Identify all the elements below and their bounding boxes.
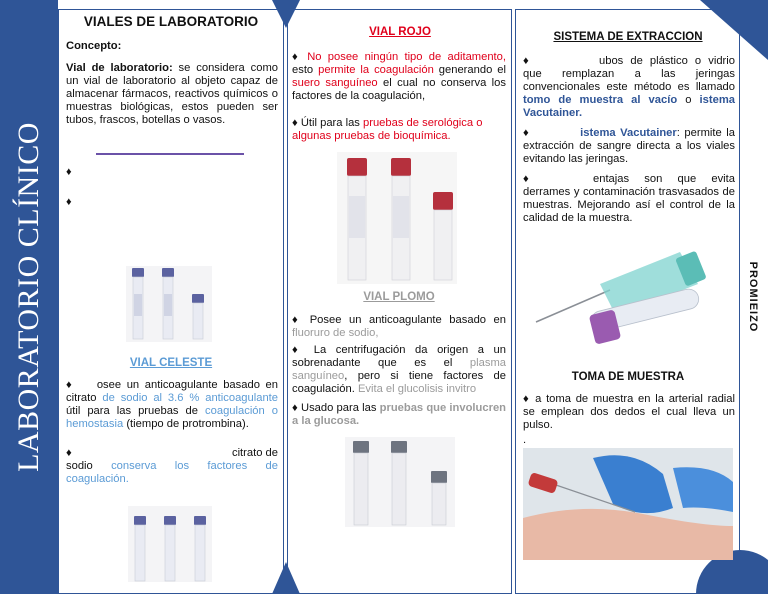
vial-plomo-image — [345, 437, 455, 527]
bottom-triangle — [272, 562, 300, 594]
text-span: (tiempo de protrombina). — [123, 418, 249, 430]
text-span: sodio — [66, 460, 112, 472]
tube — [132, 268, 144, 339]
text-span: plasma sanguíneo — [292, 357, 506, 382]
text-span: Útil para las — [300, 117, 364, 129]
vacutainer-image — [530, 244, 730, 352]
bullet-icon: ♦ — [66, 379, 75, 391]
bullet-icon: ♦ — [292, 314, 303, 326]
bullet-icon: ♦ — [523, 127, 531, 139]
definition-term: Vial de laboratorio: — [66, 62, 173, 74]
bullet-icon: ♦ — [292, 402, 298, 414]
text-span: pruebas de serológica o algunas pruebas de bioquímica. — [292, 117, 483, 142]
tube — [353, 441, 369, 525]
sidebar-title: LABORATORIO CLÍNICO — [12, 122, 45, 472]
vertical-label: PROMIEIZO — [747, 261, 759, 333]
text-span: La centrifugación da origen a un sobrenadante que es el — [292, 344, 506, 369]
text-span: conserva los factores de coagulación. — [66, 460, 278, 485]
rojo-paragraph-1 — [292, 51, 506, 103]
bullet-icon: ♦ — [523, 393, 531, 405]
bullet-icon: ♦ — [292, 51, 301, 63]
toma-muestra-title: TOMA DE MUESTRA — [571, 371, 685, 383]
text-span: suero sanguíneo — [292, 77, 378, 89]
text-span: el cual no conserva los factores de la coagulación, — [292, 77, 506, 102]
rojo-paragraph-2 — [292, 117, 506, 143]
vial-plomo-title: VIAL PLOMO — [363, 291, 435, 303]
text-span: o — [677, 94, 700, 106]
viales-title: VIALES DE LABORATORIO — [83, 14, 259, 29]
text-span: útil para las pruebas de — [66, 405, 206, 417]
text-span: coagulación o hemostasia — [66, 405, 278, 430]
vial-celeste-image — [126, 266, 212, 342]
vial-celeste-image-2 — [128, 506, 212, 582]
text-span: osee un anticoagulante basado en citrato — [66, 379, 278, 404]
text-span: istema Vacutainer. — [523, 94, 735, 119]
text-span: de sodio al 3.6 % anticoagulante — [102, 392, 278, 404]
divider-line — [96, 153, 244, 155]
celeste-paragraph-1 — [66, 379, 278, 431]
toma-dot: . — [523, 434, 527, 446]
text-span: generando el — [433, 64, 506, 76]
celeste-p2-a: citrato de — [231, 447, 278, 459]
bullet-icon: ♦ — [66, 166, 72, 178]
tube — [347, 158, 367, 280]
plomo-paragraph-3 — [292, 402, 506, 428]
plomo-paragraph-2 — [292, 344, 506, 396]
bullet-icon: ♦ — [292, 117, 298, 129]
bullet-icon: ♦ — [66, 447, 72, 459]
bullet-icon: ♦ — [523, 173, 529, 185]
bullet-icon: ♦ — [523, 55, 529, 67]
tube — [433, 192, 453, 280]
extraccion-paragraph-2 — [523, 127, 735, 166]
vial-definition — [66, 62, 278, 127]
vial-celeste-title: VIAL CELESTE — [129, 357, 213, 369]
bullet-icon: ♦ — [292, 344, 305, 356]
text-span: permite la coagulación — [318, 64, 434, 76]
tube — [192, 294, 204, 339]
plomo-paragraph-1 — [292, 314, 506, 340]
bullet-icon: ♦ — [66, 196, 72, 208]
blood-draw-photo — [523, 448, 733, 560]
celeste-paragraph-2 — [66, 460, 278, 486]
vial-rojo-image — [337, 152, 457, 284]
tube — [391, 158, 411, 280]
toma-muestra-text — [523, 393, 735, 432]
concept-label: Concepto: — [66, 40, 122, 52]
definition-text: se considera como un vial de laboratorio al objeto capaz de almacenar fármacos, reactivos químicos o muestras biológicas, estos pueden ser tubos, frascos, botellas o vasos. — [66, 62, 278, 126]
extraccion-paragraph-3: entajas son que evita derrames y contaminación trasvasados de muestras. Mejorando así el control de la calidad de la muestra. — [523, 173, 735, 224]
tube — [431, 471, 447, 525]
text-span: istema Vacutainer — [580, 127, 677, 139]
vial-rojo-title: VIAL ROJO — [369, 26, 431, 38]
corner-top-right — [700, 0, 768, 60]
text-span: , pero si tiene factores de coagulación. — [292, 370, 506, 395]
text-span: a toma de muestra en la arterial radial se emplean dos dedos el cual lleva un pulso. — [523, 393, 735, 431]
text-span: Usado para las — [301, 402, 380, 414]
text-span: fluoruro de sodio, — [292, 327, 379, 339]
text-span: esto — [292, 64, 319, 76]
text-span: Posee un anticoagulante basado en — [309, 314, 507, 326]
text-span: No posee ningún tipo de aditamento, — [307, 51, 506, 63]
tube — [162, 268, 174, 339]
tube — [391, 441, 407, 525]
text-span: : permite la extracción de sangre directa a los viales evitando las jeringas. — [523, 127, 735, 165]
extraccion-paragraph-1 — [523, 55, 735, 120]
text-span: pruebas que involucren a la glucosa. — [292, 402, 506, 427]
sistema-extraccion-title: SISTEMA DE EXTRACCION — [553, 31, 703, 43]
text-span: Evita el glucolisis invitro — [357, 383, 477, 395]
text-span: ubos de plástico o vidrio que remplazan a las jeringas convencionales este método es llamado — [523, 55, 735, 93]
text-span: tomo de muestra al vacío — [523, 94, 678, 106]
